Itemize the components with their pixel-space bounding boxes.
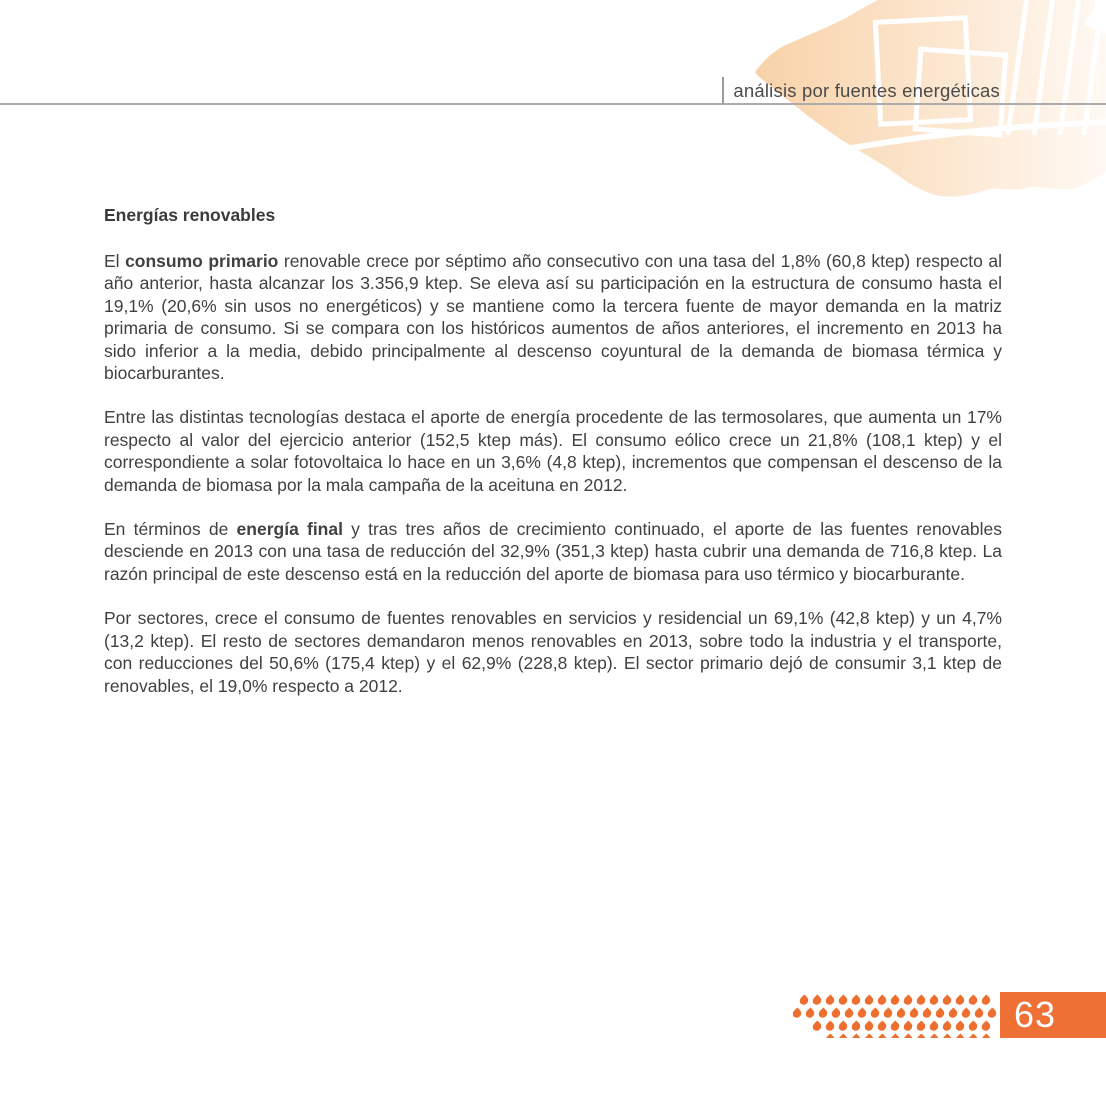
drop-icon (876, 1033, 888, 1038)
paragraphs-container (104, 250, 1002, 697)
paragraph (104, 607, 1002, 697)
article-content (104, 205, 1002, 719)
text-run: El (104, 251, 126, 271)
drop-icon (811, 1020, 823, 1032)
text-run: Por sectores, crece el consumo de fuentes renovables en servicios y residencial un 69,1% (42,8 ktep) y un 4,7% (13,2 ktep). El resto de sectores demandaron menos renovables en 2013, sobre todo la industria y el transporte, con reducciones del 50,6% (175,4 ktep) y el 62,9% (228,8 ktep). El sector primario dejó de consumir 3,1 ktep de renovables, el 19,0% respecto a 2012. (104, 608, 1002, 696)
drop-row (813, 1018, 1000, 1031)
drop-icon (928, 1033, 940, 1038)
text-run: En términos de (104, 519, 237, 540)
drop-icon (863, 1033, 875, 1038)
drop-icon (941, 1033, 953, 1038)
drop-row (826, 1031, 1000, 1038)
drop-row (800, 992, 1000, 1005)
drop-icon (793, 1007, 803, 1019)
header-rule (0, 103, 1106, 105)
drop-icon (889, 1033, 901, 1038)
running-header-title: análisis por fuentes energéticas (733, 80, 1000, 101)
paragraph (104, 406, 1002, 496)
paragraph (104, 250, 1002, 384)
drop-icon (837, 1033, 849, 1038)
drop-icon (954, 1033, 966, 1038)
page-number-badge (1000, 992, 1106, 1038)
text-run: y tras tres años de crecimiento continuado, el aporte de las fuentes renovables desciende en 2013 con una tasa de reducción del 32,9% (351,3 ktep) hasta cubrir una demanda de 716,8 ktep. La razón principal de este descenso está en la reducción del aporte de biomasa para uso térmico y biocarburante. (104, 519, 1002, 584)
text-run: renovable crece por séptimo año consecutivo con una tasa del 1,8% (60,8 ktep) respecto al año anterior, hasta alcanzar los 3.356,9 ktep. Se eleva así su participación en la estructura de consumo hasta el 19,1% (20,6% sin usos no energéticos) y se mantiene como la tercera fuente de mayor demanda en la matriz primaria de consumo. Si se compara con los históricos aumentos de años anteriores, el incremento en 2013 ha sido inferior a la media, debido principalmente al descenso coyuntural de la demanda de biomasa térmica y biocarburantes. (104, 251, 1002, 384)
bold-text: energía final (236, 519, 343, 540)
header-divider-tick (722, 77, 724, 104)
drop-pattern-decoration (793, 992, 1000, 1038)
page-number: 63 (1014, 994, 1057, 1035)
paragraph (104, 518, 1002, 585)
section-heading: Energías renovables (104, 205, 276, 225)
drop-row (793, 1005, 1000, 1018)
drop-icon (980, 1033, 992, 1038)
drop-icon (967, 1033, 979, 1038)
drop-icon (902, 1033, 914, 1038)
drop-icon (915, 1033, 927, 1038)
drop-icon (824, 1033, 836, 1038)
andalucia-map-decoration (656, 0, 1106, 210)
bold-text: consumo primario (125, 251, 279, 271)
drop-icon (850, 1033, 862, 1038)
text-run: Entre las distintas tecnologías destaca el aporte de energía procedente de las termosolares, que aumenta un 17% respecto al valor del ejercicio anterior (152,5 ktep más). El consumo eólico crece un 21,8% (108,1 ktep) y el correspondiente a solar fotovoltaica lo hace en un 3,6% (4,8 ktep), incrementos que compensan el descenso de la demanda de biomasa por la mala campaña de la aceituna en 2012. (104, 407, 1002, 495)
